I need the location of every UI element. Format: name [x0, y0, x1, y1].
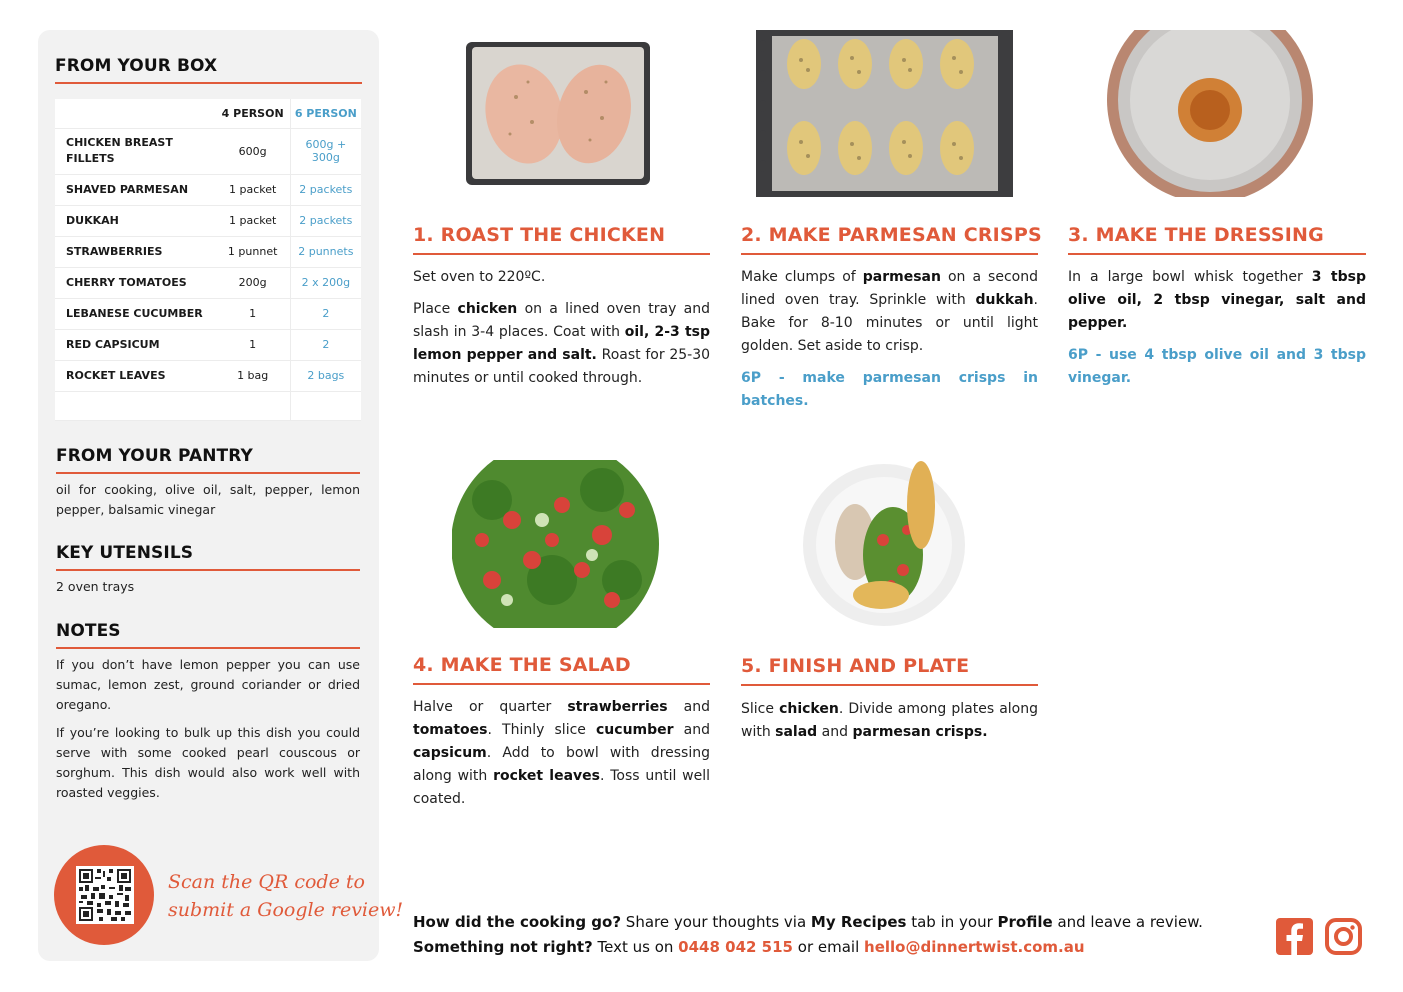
- step-4-p1: Halve or quarter strawberries and tomatoes. Thinly slice cucumber and capsicum. Add to bowl with dressing along with rocket leaves. Toss until well coated.: [413, 699, 711, 807]
- ingredient-name: LEBANESE CUCUMBER: [55, 298, 216, 329]
- qr-prompt-line-2: submit a Google review!: [168, 899, 404, 921]
- table-header-4-person: 4 PERSON: [216, 99, 291, 128]
- from-your-box-title: FROM YOUR BOX: [55, 56, 218, 76]
- ingredient-name: CHICKEN BREAST FILLETS: [55, 128, 216, 174]
- step-5-p1: Slice chicken. Divide among plates along with salad and parmesan crisps.: [741, 701, 1038, 740]
- step-2-body: [741, 266, 1038, 422]
- ingredient-qty-6: 2 bags: [290, 360, 361, 391]
- ingredient-qty-4: 1 punnet: [216, 236, 291, 267]
- table-header-6-person: 6 PERSON: [290, 99, 361, 128]
- utensils-text: 2 oven trays: [56, 579, 135, 594]
- ingredient-qty-6: 2: [290, 298, 361, 329]
- key-utensils-title: KEY UTENSILS: [56, 543, 194, 563]
- divider: [413, 683, 710, 685]
- table-row: [55, 205, 361, 236]
- feedback-line-1: How did the cooking go? Share your thoughts via My Recipes tab in your Profile and leave a review.: [413, 913, 1203, 931]
- feedback-line-2: Something not right? Text us on 0448 042 515 or email hello@dinnertwist.com.au: [413, 938, 1085, 956]
- qr-prompt-line-1: Scan the QR code to: [168, 871, 365, 893]
- ingredient-qty-6: 600g + 300g: [290, 128, 361, 174]
- parmesan-crisps-photo: [756, 30, 1013, 197]
- instagram-icon[interactable]: [1325, 918, 1362, 955]
- step-2-title: 2. MAKE PARMESAN CRISPS: [741, 224, 1042, 246]
- ingredients-table: [55, 99, 361, 421]
- table-row: [55, 298, 361, 329]
- qr-code-badge[interactable]: [54, 845, 154, 945]
- step-3-note: 6P - use 4 tbsp olive oil and 3 tbsp vinegar.: [1068, 347, 1366, 386]
- table-row: [55, 174, 361, 205]
- ingredient-name: CHERRY TOMATOES: [55, 267, 216, 298]
- step-5-body: [741, 698, 1038, 753]
- ingredient-name: RED CAPSICUM: [55, 329, 216, 360]
- facebook-icon[interactable]: [1276, 918, 1313, 955]
- note-2: If you’re looking to bulk up this dish you could serve with some cooked pearl couscous or sorghum. This dish would also work well with roasted veggies.: [56, 725, 360, 800]
- divider: [413, 253, 710, 255]
- ingredient-qty-4: 1: [216, 329, 291, 360]
- divider: [56, 569, 360, 571]
- ingredient-name: ROCKET LEAVES: [55, 360, 216, 391]
- pantry-text: oil for cooking, olive oil, salt, pepper, lemon pepper, balsamic vinegar: [56, 482, 360, 517]
- table-row: [55, 267, 361, 298]
- qr-code-icon: [76, 866, 134, 924]
- step-3-body: [1068, 266, 1366, 399]
- ingredient-qty-4: 1 bag: [216, 360, 291, 391]
- ingredient-name: SHAVED PARMESAN: [55, 174, 216, 205]
- from-your-pantry-title: FROM YOUR PANTRY: [56, 446, 253, 466]
- notes-title: NOTES: [56, 621, 121, 641]
- ingredient-qty-4: 1 packet: [216, 205, 291, 236]
- dressing-bowl-photo: [1107, 30, 1313, 197]
- step-2-p1: Make clumps of parmesan on a second lined oven tray. Sprinkle with dukkah. Bake for 8-10 minutes or until light golden. Set aside to crisp.: [741, 269, 1038, 354]
- ingredient-qty-4: 600g: [216, 128, 291, 174]
- divider: [56, 647, 360, 649]
- table-header-blank: [55, 99, 216, 128]
- ingredient-qty-6: 2 punnets: [290, 236, 361, 267]
- ingredient-name: DUKKAH: [55, 205, 216, 236]
- divider: [741, 253, 1038, 255]
- ingredient-qty-6: 2 packets: [290, 174, 361, 205]
- note-1: If you don’t have lemon pepper you can use sumac, lemon zest, ground coriander or dried oregano.: [56, 657, 360, 712]
- ingredient-name: STRAWBERRIES: [55, 236, 216, 267]
- step-1-p2: Place chicken on a lined oven tray and slash in 3-4 places. Coat with oil, 2-3 tsp lemon pepper and salt. Roast for 25-30 minutes or until cooked through.: [413, 301, 711, 386]
- ingredient-qty-6: 2 x 200g: [290, 267, 361, 298]
- divider: [56, 472, 360, 474]
- step-5-title: 5. FINISH AND PLATE: [741, 655, 970, 677]
- ingredient-qty-4: 1: [216, 298, 291, 329]
- ingredient-qty-4: 200g: [216, 267, 291, 298]
- step-3-p1: In a large bowl whisk together 3 tbsp olive oil, 2 tbsp vinegar, salt and pepper.: [1068, 269, 1367, 331]
- phone-link[interactable]: 0448 042 515: [678, 938, 793, 956]
- step-1-p1: Set oven to 220ºC.: [413, 269, 546, 285]
- qr-review-prompt: [168, 868, 403, 924]
- table-row: [55, 360, 361, 391]
- step-4-body: [413, 696, 710, 820]
- step-1-title: 1. ROAST THE CHICKEN: [413, 224, 666, 246]
- feedback-footer: [413, 910, 1203, 960]
- table-row: [55, 236, 361, 267]
- divider: [55, 82, 362, 84]
- step-3-title: 3. MAKE THE DRESSING: [1068, 224, 1324, 246]
- ingredient-qty-6: 2 packets: [290, 205, 361, 236]
- ingredient-qty-4: 1 packet: [216, 174, 291, 205]
- step-4-title: 4. MAKE THE SALAD: [413, 654, 631, 676]
- table-row: [55, 128, 361, 174]
- table-row-empty: [55, 391, 361, 420]
- table-row: [55, 329, 361, 360]
- divider: [1068, 253, 1366, 255]
- step-1-body: [413, 266, 710, 399]
- step-2-note: 6P - make parmesan crisps in batches.: [741, 370, 1038, 409]
- salad-bowl-photo: [452, 460, 659, 628]
- email-link[interactable]: hello@dinnertwist.com.au: [864, 938, 1085, 956]
- divider: [741, 684, 1038, 686]
- ingredient-qty-6: 2: [290, 329, 361, 360]
- plated-dish-photo: [803, 460, 966, 626]
- roast-chicken-photo: [466, 42, 650, 185]
